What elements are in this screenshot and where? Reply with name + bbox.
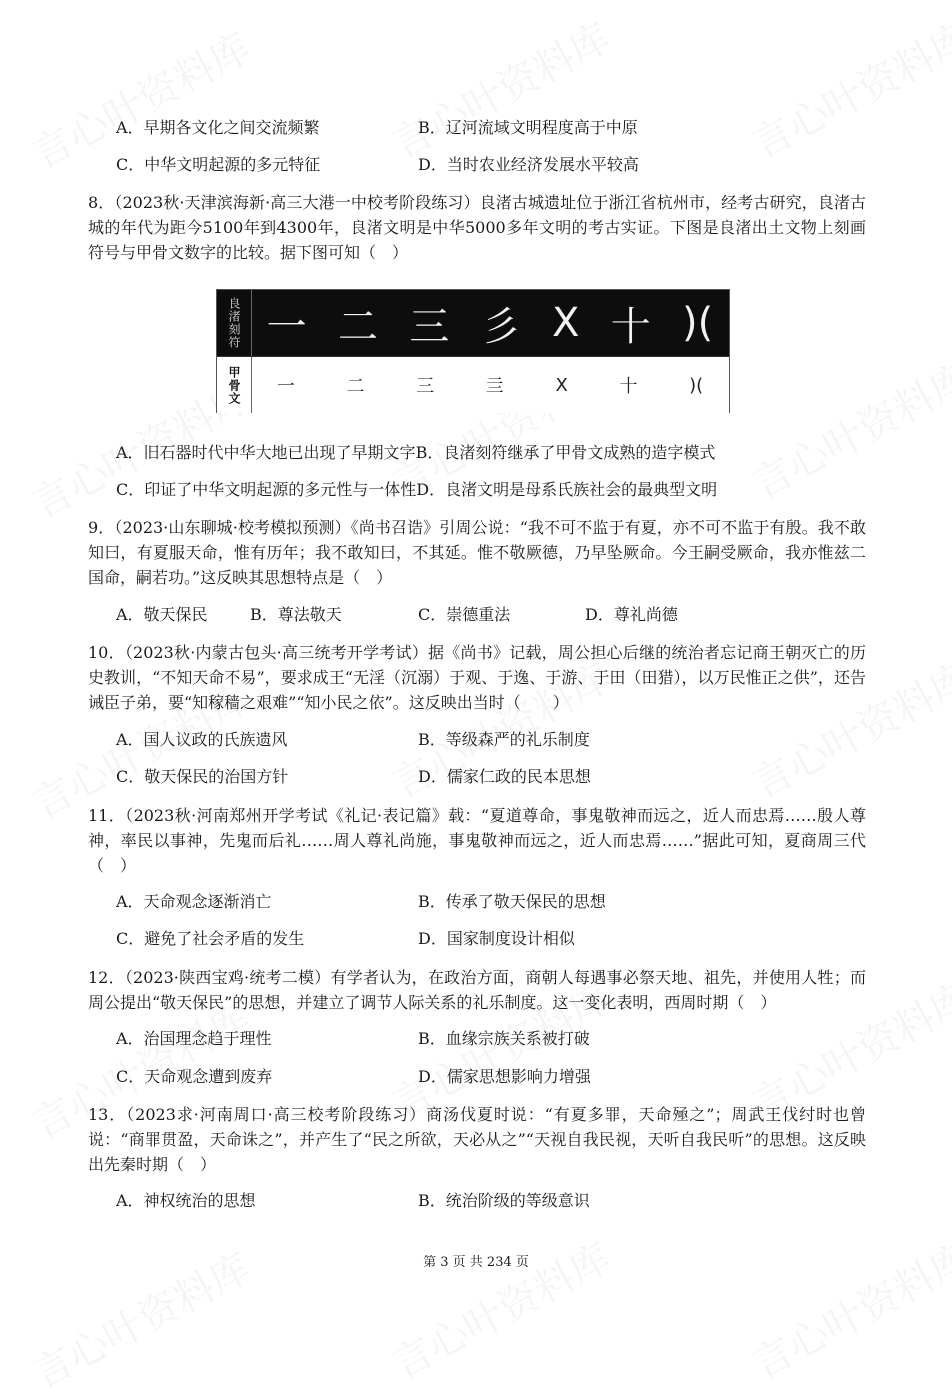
liangzhu-glyph: X <box>551 300 580 346</box>
liangzhu-glyph: 十 <box>610 303 651 350</box>
oracle-glyph: 二 <box>346 376 365 397</box>
watermark <box>741 347 952 510</box>
option-d-text: D．良渚文明是母系氏族社会的最典型文明 <box>416 480 718 499</box>
watermark <box>741 7 952 170</box>
q13-option-a: A．神权统治的思想 <box>116 1191 256 1210</box>
q12-option-d: D．儒家思想影响力增强 <box>418 1067 591 1086</box>
option-c-text: C．印证了中华文明起源的多元性与一体性 <box>116 480 417 499</box>
q12-option-b: B．血缘宗族关系被打破 <box>418 1029 590 1048</box>
q11-option-d: D．国家制度设计相似 <box>418 929 575 948</box>
q10-option-b: B．等级森严的礼乐制度 <box>418 730 590 749</box>
q12-stem: 12．（2023·陕西宝鸡·统考二模）有学者认为，在政治方面，商朝人每遇事必祭天地、祖先，并使用人牲；而周公提出“敬天保民”的思想，并建立了调节人际关系的礼乐制度。这一变化表明，西周时期（ ） <box>88 968 866 1012</box>
q12-option-c: C．天命观念遭到废弃 <box>116 1067 273 1086</box>
q11-option-b: B．传承了敬天保民的思想 <box>418 892 606 911</box>
liangzhu-symbols-row <box>217 290 729 356</box>
watermark <box>381 7 620 170</box>
liangzhu-glyph: 一 <box>266 303 307 350</box>
q10-option-d: D．儒家仁政的民本思想 <box>418 767 591 786</box>
oracle-glyph: 十 <box>619 376 638 397</box>
oracle-glyph: X <box>555 374 568 396</box>
option-b-text: B．良渚刻符继承了甲骨文成熟的造字模式 <box>415 443 716 462</box>
q9-option-d: D．尊礼尚德 <box>585 605 678 624</box>
q9-stem: 9．（2023·山东聊城·校考模拟预测）《尚书召诰》引周公说：“我不可不监于有夏，亦不可不监于有殷。我不敢知曰，有夏服天命，惟有历年；我不敢知曰，不其延。惟不敬厥德，乃早坠厥命。今王嗣受厥命，我亦惟兹二国命，嗣若功。”这反映其思想特点是（ ） <box>88 518 866 587</box>
oracle-glyph: 三 <box>416 376 435 397</box>
q13-option-b: B．统治阶级的等级意识 <box>418 1191 590 1210</box>
q10-option-a: A．国人议政的氏族遗风 <box>116 730 288 749</box>
q10-option-c: C．敬天保民的治国方针 <box>116 767 289 786</box>
liangzhu-glyph: 三 <box>409 303 450 350</box>
liangzhu-glyph: 彡 <box>480 303 521 350</box>
q8-stem: 8．（2023秋·天津滨海新·高三大港一中校考阶段练习）良渚古城遗址位于浙江省杭州市，经考古研究，良渚古城的年代为距今5100年到4300年，良渚文明是中华5000多年文明的考古实证。下图是良渚出土文物上刻画符号与甲骨文数字的比较。据下图可知（ ） <box>88 193 866 262</box>
oracle-glyph: 一 <box>276 376 295 397</box>
q9-option-a: A．敬天保民 <box>116 605 208 624</box>
q7-option-d: D．当时农业经济发展水平较高 <box>418 155 639 174</box>
page-number: 第 3 页 共 234 页 <box>423 1255 529 1270</box>
row-header: 甲骨文 <box>217 357 252 413</box>
q7-option-c: C．中华文明起源的多元特征 <box>116 155 321 174</box>
oracle-bone-row <box>217 356 729 413</box>
oracle-glyph: )( <box>689 374 704 396</box>
option-a-text: A．旧石器时代中华大地已出现了早期文字 <box>116 443 416 462</box>
liangzhu-glyph: )( <box>682 300 714 346</box>
q11-stem: 11．（2023秋·河南郑州开学考试《礼记·表记篇》载：“夏道尊命，事鬼敬神而远之，近人而忠焉……殷人尊神，率民以事神，先鬼而后礼……周人尊礼尚施，事鬼敬神而远之，近人而忠焉……”据此可知，夏商周三代（ ） <box>88 806 866 875</box>
q11-option-a: A．天命观念逐渐消亡 <box>116 892 272 911</box>
q10-stem: 10．（2023秋·内蒙古包头·高三统考开学考试）据《尚书》记载，周公担心后继的统治者忘记商王朝灭亡的历史教训，“不知天命不易”，要求成王“无淫（沉溺）于观、于逸、于游、于田（田猎），以万民惟正之供”，还告诫臣子弟，要“知稼穑之艰难”“知小民之依”。这反映出当时（ ） <box>88 643 866 712</box>
oracle-glyph: 亖 <box>485 376 504 397</box>
q8-comparison-table <box>216 289 730 413</box>
q13-stem: 13．（2023求·河南周口·高三校考阶段练习）商汤伐夏时说：“有夏多罪，天命殛之”；周武王伐纣时也曾说：“商罪贯盈，天命诛之”，并产生了“民之所欲，天必从之”“天视自我民视，天听自我民听”的思想。这反映出先秦时期（ ） <box>88 1105 866 1174</box>
q12-option-a: A．治国理念趋于理性 <box>116 1029 272 1048</box>
q9-option-c: C．崇德重法 <box>418 605 511 624</box>
q8-option-c <box>116 479 717 501</box>
q8-option-a <box>116 442 715 464</box>
q11-option-c: C．避免了社会矛盾的发生 <box>116 929 305 948</box>
liangzhu-glyph: 二 <box>337 303 378 350</box>
q7-option-b: B．辽河流域文明程度高于中原 <box>418 118 638 137</box>
q7-option-a: A．早期各文化之间交流频繁 <box>116 118 320 137</box>
q9-option-b: B．尊法敬天 <box>250 605 342 624</box>
row-header: 良渚刻符 <box>217 290 252 356</box>
